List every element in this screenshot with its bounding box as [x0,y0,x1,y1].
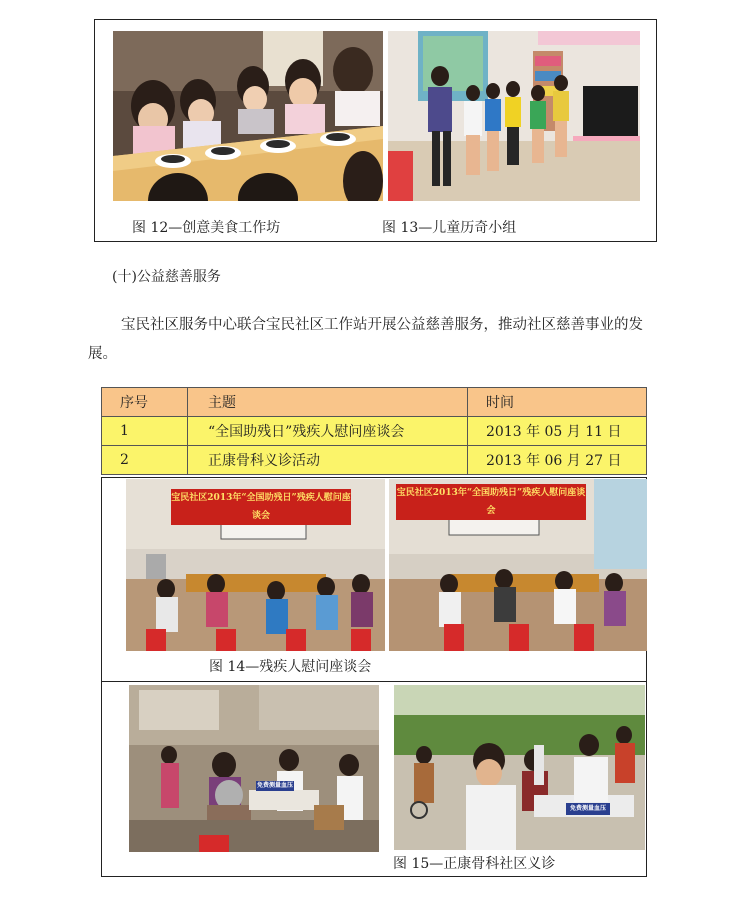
cell-index: 2 [102,446,188,475]
table-row [102,417,647,446]
photo-clinic-right [394,685,645,850]
caption-fig15: 图 15—正康骨科社区义诊 [393,856,556,872]
cell-date: 2013 年 06 月 27 日 [468,446,647,475]
cell-topic: “全国助残日”残疾人慰问座谈会 [188,417,468,446]
banner-left: 宝民社区2013年“全国助残日”残疾人慰问座谈会 [171,489,351,525]
caption-fig14: 图 14—残疾人慰问座谈会 [209,659,372,675]
section-heading: (十)公益慈善服务 [112,269,221,285]
header-index: 序号 [102,388,188,417]
table-row [102,446,647,475]
cell-index: 1 [102,417,188,446]
table-header-row [102,388,647,417]
header-date: 时间 [468,388,647,417]
services-table [101,387,647,475]
cell-date: 2013 年 05 月 11 日 [468,417,647,446]
cell-topic: 正康骨科义诊活动 [188,446,468,475]
photo-adventure-group [388,31,640,201]
banner-right: 宝民社区2013年“全国助残日”残疾人慰问座谈会 [396,484,586,520]
caption-fig13: 图 13—儿童历奇小组 [382,220,517,236]
sign-blood-pressure-left: 免费测量血压 [256,782,293,789]
header-topic: 主题 [188,388,468,417]
section-paragraph: 宝民社区服务中心联合宝民社区工作站开展公益慈善服务，推动社区慈善事业的发展。 [88,317,643,362]
sign-blood-pressure-right: 免费测量血压 [566,803,610,815]
photo-clinic-left [129,685,379,852]
photo-food-workshop [113,31,383,201]
caption-fig12: 图 12—创意美食工作坊 [132,220,281,236]
